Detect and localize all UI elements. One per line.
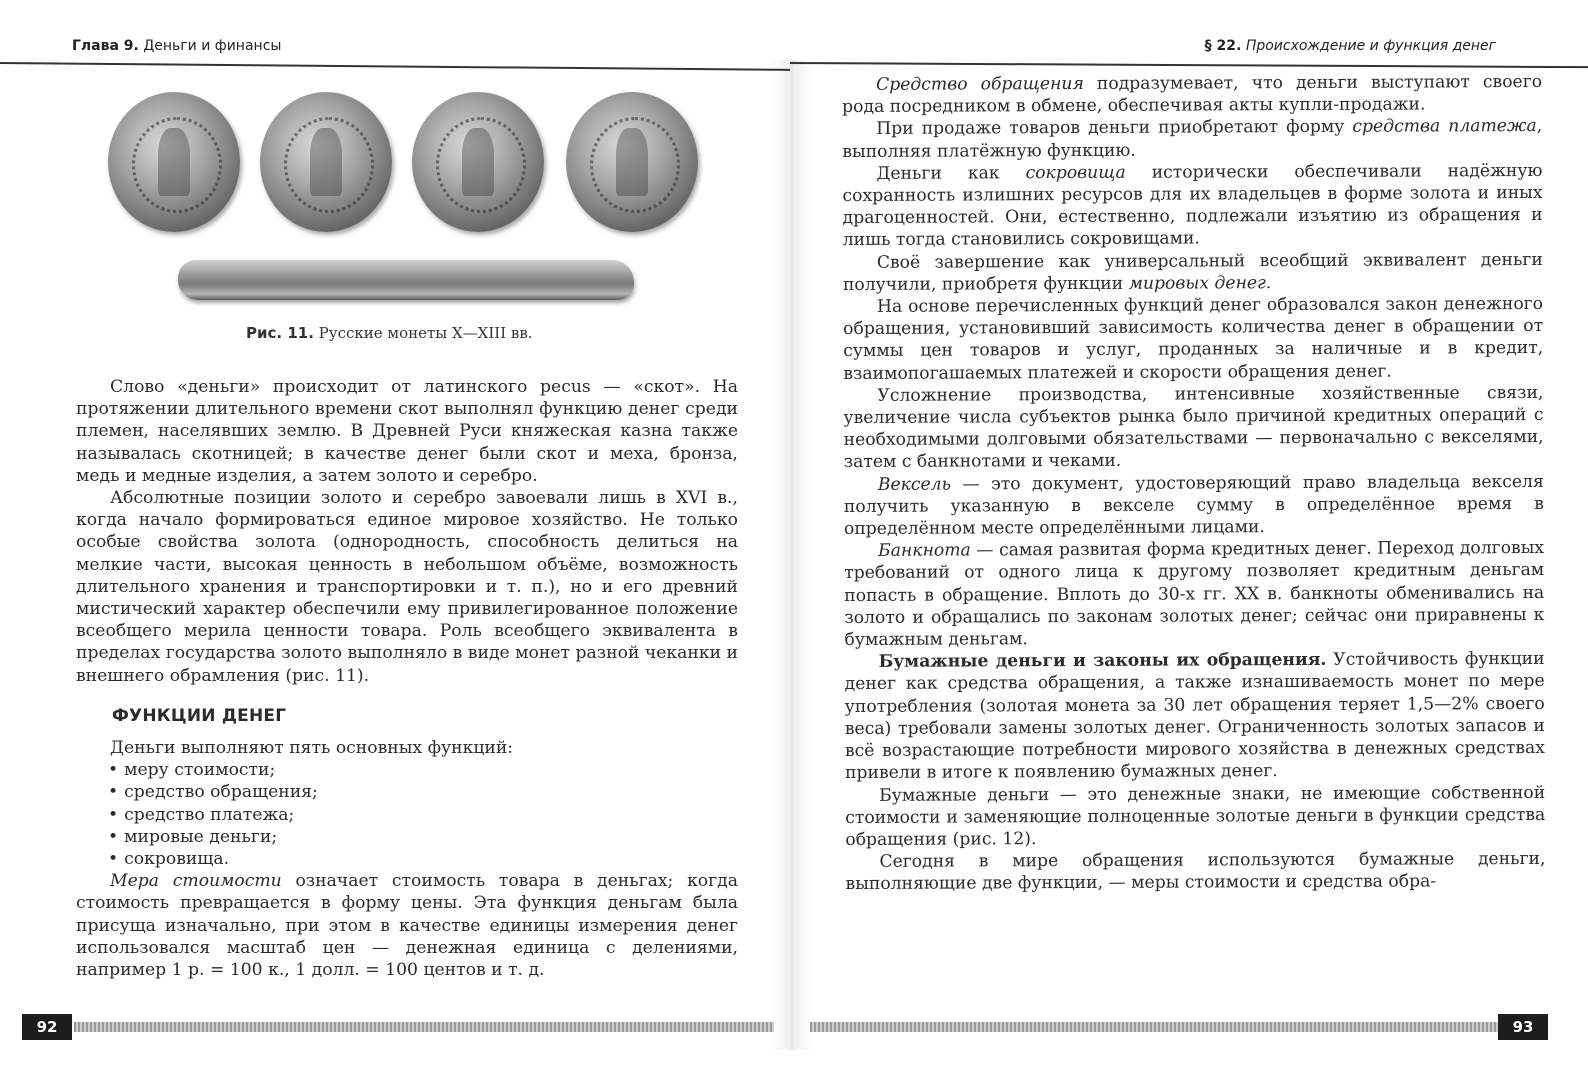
page-number-right: 93 bbox=[1498, 1014, 1548, 1040]
paragraph bbox=[842, 160, 1542, 252]
chapter-label: Глава 9. bbox=[72, 38, 139, 54]
term: средства платежа bbox=[1352, 116, 1537, 138]
paragraph bbox=[844, 537, 1544, 651]
caption-label: Рис. 11. bbox=[246, 324, 314, 342]
paragraph-text: подразумевает, что деньги выступают своего рода посредником в обмене, обеспечивая акты купли-продажи. bbox=[842, 71, 1543, 118]
silver-ingot-image bbox=[178, 260, 634, 300]
paragraph bbox=[843, 249, 1543, 296]
paragraph-text: Устойчивость функции денег как средства обращения, а также изнашиваемость монет по мере употребления (золотая монета за 30 лет обращения теряет 1,5—2% своего веса) требовали замены золотых денег. Ограниченность золотых запасов и всё возрастающие потребности мирового хозяйства в денежных средствах привели в итоге к появлению бумажных денег. bbox=[844, 649, 1545, 784]
caption-text: Русские монеты X—XIII вв. bbox=[318, 324, 533, 342]
section-label: § 22. bbox=[1204, 38, 1242, 54]
paragraph-text: Своё завершение как универсальный всеобщий эквивалент деньги получили, приобретя функции bbox=[842, 249, 1543, 295]
paragraph-text: . bbox=[1265, 272, 1272, 293]
paragraph bbox=[842, 115, 1542, 162]
paragraph bbox=[845, 648, 1546, 784]
subheading-bold: Бумажные деньги и законы их обращения. bbox=[878, 650, 1327, 673]
chapter-title: Деньги и финансы bbox=[143, 38, 282, 54]
term: Вексель bbox=[877, 474, 952, 495]
right-body-text bbox=[842, 71, 1546, 896]
paragraph-text: — это документ, удостоверяющий право владельца векселя получить указанную в векселе сумму в определённое время в определённом месте определёнными лицами. bbox=[843, 471, 1544, 540]
header-rule-right bbox=[790, 62, 1588, 68]
term-measure: Мера стоимости bbox=[110, 871, 282, 892]
term: мировых денег bbox=[1128, 272, 1266, 294]
paragraph-text: , выполняя платёжную функцию. bbox=[842, 116, 1543, 162]
footer-rule-right bbox=[810, 1022, 1502, 1032]
paragraph: Слово «деньги» происходит от латинского pecus — «скот». На протяжении длительного времени скот выполнял функцию денег среди племен, населявших землю. В Древней Руси княжеская казна также называлась скотницей; в качестве денег были скот и меха, бронза, медь и медные изделия, а затем золото и серебро. bbox=[76, 377, 738, 486]
paragraph: Абсолютные позиции золото и серебро завоевали лишь в XVI в., когда начало формироваться единое мировое хозяйство. Не только особые свойства золота (однородность, способность делиться на мелкие части, высокая ценность в небольшом объёме, возможность длительного хранения и транспортировки и т. п.), но и его древний мистический характер обеспечили ему привилегированное положение всеобщего мерила ценности товара. Роль всеобщего эквивалента в пределах государства золото выполняло в виде монет разной чеканки и внешнего обрамления (рис. 11). bbox=[76, 488, 738, 686]
coin-2-image bbox=[260, 92, 392, 232]
paragraph: Усложнение производства, интенсивные хозяйственные связи, увеличение числа субъектов рынка было причиной кредитных операций с необходимыми долговыми обязательствами — первоначально с векселями, затем с банкнотами и чеками. bbox=[843, 382, 1544, 473]
left-body-text bbox=[76, 376, 738, 981]
paragraph-text: исторически обеспечивали надёжную сохранность излишних ресурсов для их владельцев в форме золота и иных драгоценностей. Они, естественно, подлежали изъятию из обращения и лишь тогда становились сокровищами. bbox=[842, 160, 1543, 251]
coin-3-image bbox=[412, 92, 544, 232]
coin-1-image bbox=[108, 92, 240, 232]
list-intro: Деньги выполняют пять основных функций: bbox=[110, 738, 514, 759]
paragraph: Сегодня в мире обращения используются бумажные деньги, выполняющие две функции, — меры стоимости и средства обра- bbox=[845, 849, 1546, 895]
term: Банкнота bbox=[878, 540, 971, 562]
paragraph-text: означает стоимость товара в деньгах; когда стоимость превращается в форму цены. Эта функция деньгам была присуща изначально, при этом в качестве единицы измерения денег использовался масштаб цен — денежная единица с делениями, например 1 р. = 100 к., 1 долл. = 100 центов и т. д. bbox=[76, 871, 738, 981]
paragraph-text: При продаже товаров деньги приобретают форму bbox=[876, 117, 1353, 140]
section-heading: ФУНКЦИИ ДЕНЕГ bbox=[112, 705, 287, 726]
list-item: • средство обращения; bbox=[108, 781, 738, 803]
paragraph-text: — самая развитая форма кредитных денег. Переход долговых требований от одного лица к другому позволяет кредитным деньгам попасть в обращение. Вплоть до 30-х гг. XX в. банкноты обменивались на золото и обращались по законам золотых денег; сейчас они приравнены к бумажным деньгам. bbox=[844, 538, 1545, 651]
figure-coins bbox=[100, 88, 720, 358]
running-head-right bbox=[1205, 38, 1496, 54]
paragraph-measure bbox=[76, 870, 738, 981]
section-title: Происхождение и функция денег bbox=[1245, 38, 1496, 54]
paragraph: На основе перечисленных функций денег образовался закон денежного обращения, установивший зависимость количества денег в обращении от суммы цен товаров и услуг, проданных за наличные и в кредит, взаимопогашаемых платежей и скорости обращения денег. bbox=[843, 293, 1544, 384]
term: Средство обращения bbox=[876, 73, 1084, 95]
list-item: • меру стоимости; bbox=[108, 759, 738, 781]
running-head-left bbox=[72, 38, 281, 54]
header-rule-left bbox=[0, 62, 790, 71]
list-item: • сокровища. bbox=[108, 848, 738, 870]
figure-caption bbox=[246, 324, 533, 342]
paragraph bbox=[844, 471, 1544, 541]
footer-rule-left bbox=[74, 1022, 774, 1032]
term: сокровища bbox=[1025, 162, 1126, 184]
right-page bbox=[790, 0, 1588, 1080]
coin-4-image bbox=[566, 92, 698, 232]
page-number-left: 92 bbox=[22, 1014, 72, 1040]
paragraph-text: Деньги как bbox=[876, 163, 1026, 184]
list-item: • мировые деньги; bbox=[108, 826, 738, 848]
list-item: • средство платежа; bbox=[108, 804, 738, 826]
left-page bbox=[0, 0, 790, 1080]
paragraph: Бумажные деньги — это денежные знаки, не имеющие собственной стоимости и заменяющие полноценные золотые деньги в функции средства обращения (рис. 12). bbox=[845, 782, 1546, 850]
functions-list bbox=[76, 759, 738, 870]
paragraph bbox=[842, 71, 1542, 118]
